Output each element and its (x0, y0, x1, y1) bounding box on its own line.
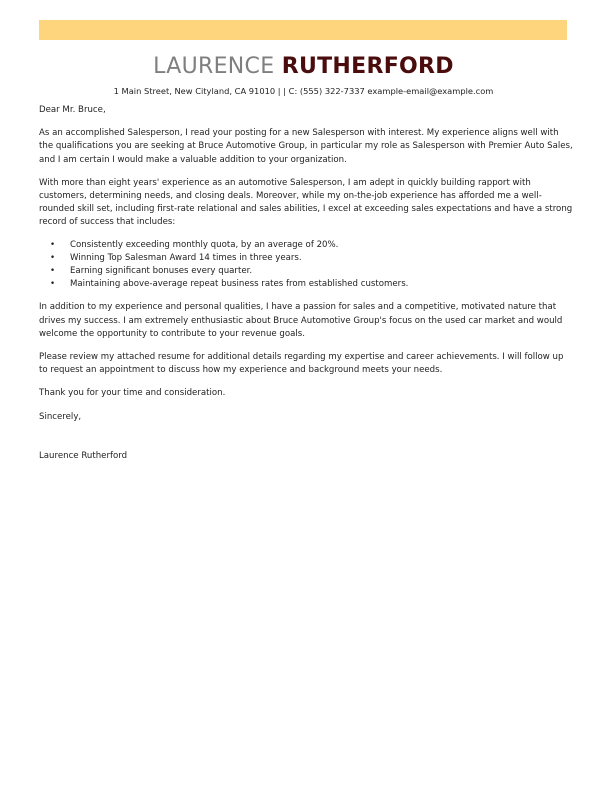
paragraph-follow-up: Please review my attached resume for additional details regarding my expertise and career achievements. I will follow up to request an appointment to discuss how my experience and background meets your needs. (39, 352, 564, 376)
bullet-icon: • (50, 279, 56, 290)
paragraph-passion: In addition to my experience and personal qualities, I have a passion for sales and a competitive, motivated nature that drives my success. I am extremely enthusiastic about Bruce Automotive Group's focus on the used car market and would welcome the opportunity to contribute to your revenue goals. (39, 302, 563, 339)
list-item: • Earning significant bonuses every quarter. (70, 265, 574, 278)
list-item: • Consistently exceeding monthly quota, by an average of 20%. (70, 239, 574, 252)
closing: Sincerely, (39, 411, 82, 422)
last-name: RUTHERFORD (281, 54, 454, 79)
applicant-name (0, 54, 607, 79)
bullet-icon: • (50, 252, 56, 263)
first-name: LAURENCE (153, 54, 275, 79)
paragraph-intro: As an accomplished Salesperson, I read your posting for a new Salesperson with interest. My experience aligns well with the qualifications you are seeking at Bruce Automotive Group, in particular my role as Salesperson with Premier Auto Sales, and I am certain I would make a valuable addition to your organization. (39, 128, 573, 165)
bullet-icon: • (50, 266, 56, 277)
list-item: • Maintaining above-average repeat business rates from established customers. (70, 278, 574, 291)
bullet-icon: • (50, 239, 56, 250)
salutation: Dear Mr. Bruce, (39, 105, 106, 115)
signature: Laurence Rutherford (39, 450, 128, 461)
signature-space (39, 434, 574, 450)
letter-body (39, 104, 574, 473)
accent-bar (39, 20, 567, 40)
paragraph-thanks: Thank you for your time and consideration. (39, 388, 226, 399)
contact-line: 1 Main Street, New Cityland, CA 91010 | | C: (555) 322-7337 example-email@example.com (113, 86, 494, 96)
achievements-list (39, 239, 574, 292)
list-item: • Winning Top Salesman Award 14 times in three years. (70, 252, 574, 265)
paragraph-experience: With more than eight years' experience as an automotive Salesperson, I am adept in quickly building rapport with customers, determining needs, and closing deals. Moreover, while my on-the-job experience has afforded me a well-rounded skill set, including first-rate relational and sales abilities, I excel at exceeding sales expectations and have a strong record of success that includes: (39, 177, 573, 228)
